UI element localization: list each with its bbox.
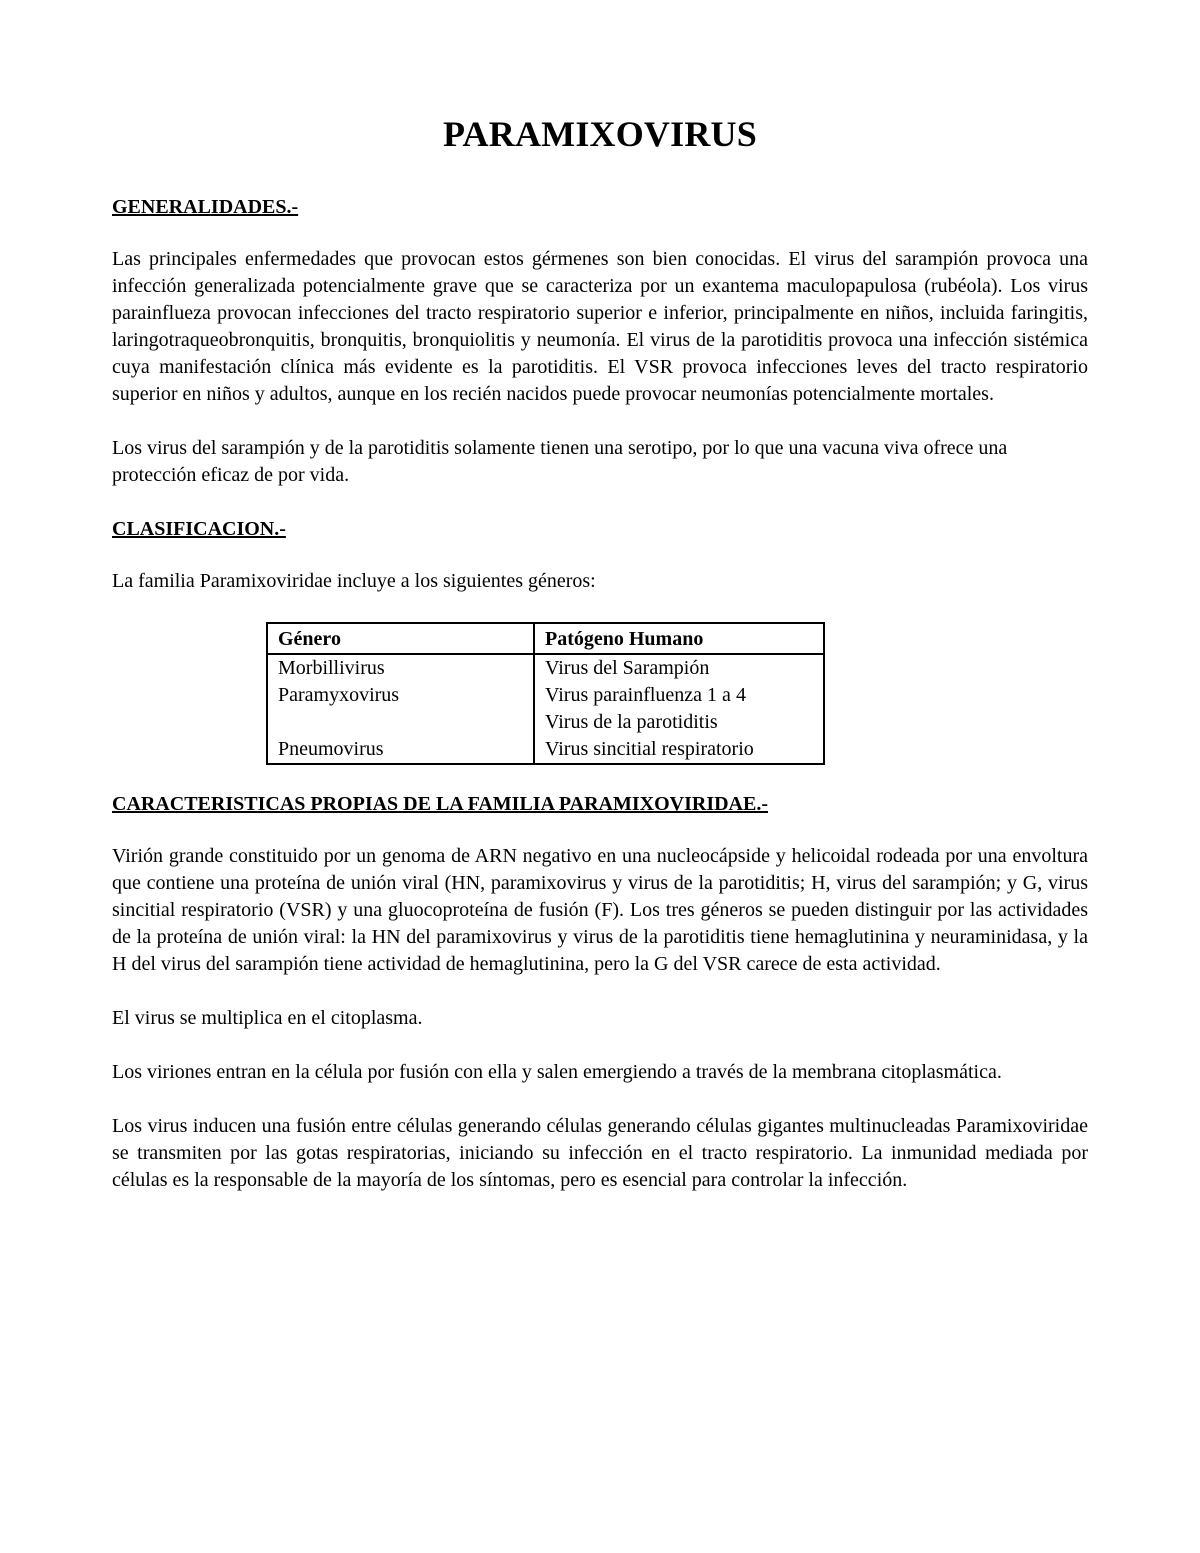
table-cell: Virus del Sarampión: [534, 654, 824, 682]
table-cell: Virus parainfluenza 1 a 4: [534, 682, 824, 709]
paragraph-clasificacion-intro: La familia Paramixoviridae incluye a los siguientes géneros:: [112, 570, 596, 592]
table-row: [267, 709, 824, 736]
section-heading-generalidades: GENERALIDADES.-: [112, 196, 299, 218]
table-row: [267, 736, 824, 764]
table-cell: Paramyxovirus: [267, 682, 534, 709]
paragraph-caracteristicas-4: Los virus inducen una fusión entre células generando células generando células gigantes multinucleadas Paramixoviridae se transmiten por las gotas respiratorias, iniciando su infección en el tracto respiratorio. La inmunidad mediada por células es la responsable de la mayoría de los síntomas, pero es esencial para controlar la infección.: [112, 1115, 1088, 1191]
table-cell: Virus de la parotiditis: [534, 709, 824, 736]
paragraph-caracteristicas-2: El virus se multiplica en el citoplasma.: [112, 1007, 423, 1029]
paragraph-caracteristicas-1: Virión grande constituido por un genoma de ARN negativo en una nucleocápside y helicoidal rodeada por una envoltura que contiene una proteína de unión viral (HN, paramixovirus y virus de la parotiditis; H, virus del sarampión; y G, virus sincitial respiratorio (VSR) y una gluocoproteína de fusión (F). Los tres géneros se pueden distinguir por las actividades de la proteína de unión viral: la HN del paramixovirus y virus de la parotiditis tiene hemaglutinina y neuraminidasa, y la H del virus del sarampión tiene actividad de hemaglutinina, pero la G del VSR carece de esta actividad.: [112, 845, 1088, 975]
genera-table: [266, 622, 825, 765]
paragraph-caracteristicas-3: Los viriones entran en la célula por fusión con ella y salen emergiendo a través de la membrana citoplasmática.: [112, 1061, 1002, 1083]
table-row: [267, 682, 824, 709]
paragraph-generalidades-1: Las principales enfermedades que provocan estos gérmenes son bien conocidas. El virus del sarampión provoca una infección generalizada potencialmente grave que se caracteriza por un exantema maculopapulosa (rubéola). Los virus parainflueza provocan infecciones del tracto respiratorio superior e inferior, principalmente en niños, incluida faringitis, laringotraqueobronquitis, bronquitis, bronquiolitis y neumonía. El virus de la parotiditis provoca una infección sistémica cuya manifestación clínica más evidente es la parotiditis. El VSR provoca infecciones leves del tracto respiratorio superior en niños y adultos, aunque en los recién nacidos puede provocar neumonías potencialmente mortales.: [112, 248, 1088, 405]
paragraph-generalidades-2: Los virus del sarampión y de la parotiditis solamente tienen una serotipo, por lo que una vacuna viva ofrece una protección eficaz de por vida.: [112, 437, 1008, 486]
table-row: [267, 654, 824, 682]
table-cell: Pneumovirus: [267, 736, 534, 764]
table-cell: [267, 709, 534, 736]
section-heading-caracteristicas: CARACTERISTICAS PROPIAS DE LA FAMILIA PARAMIXOVIRIDAE.-: [112, 793, 768, 815]
table-header-row: [267, 623, 824, 654]
section-heading-clasificacion: CLASIFICACION.-: [112, 518, 286, 540]
table-header-genero: Género: [267, 623, 534, 654]
page-title: PARAMIXOVIRUS: [443, 114, 757, 154]
document-page: [112, 110, 1088, 1221]
table-cell: Morbillivirus: [267, 654, 534, 682]
table-cell: Virus sincitial respiratorio: [534, 736, 824, 764]
table-header-patogeno: Patógeno Humano: [534, 623, 824, 654]
